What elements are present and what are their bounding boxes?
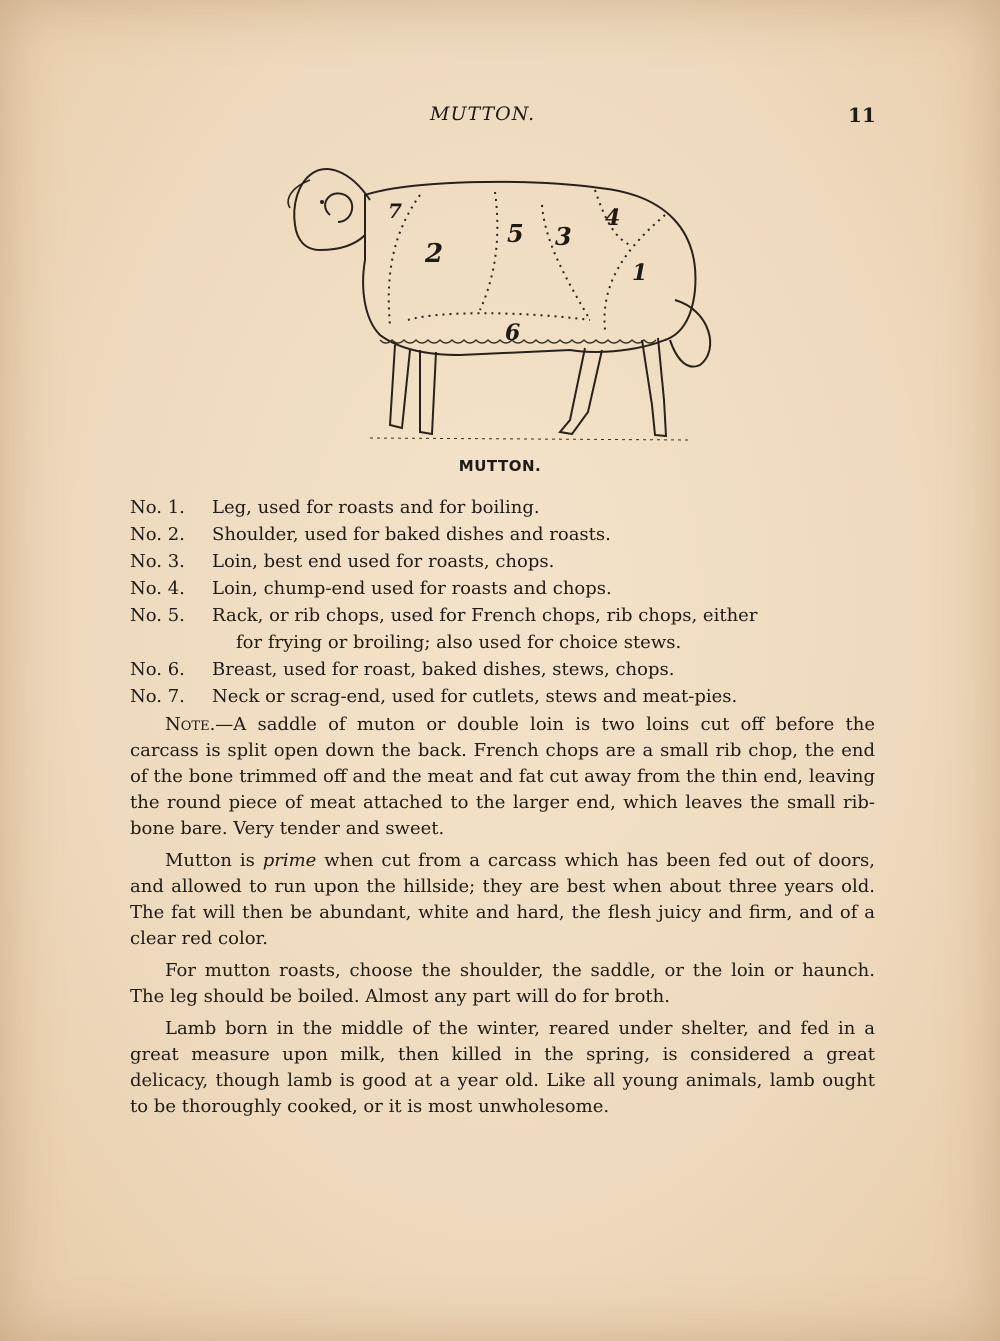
sheep-ear [288, 180, 310, 208]
page-number: 11 [848, 103, 876, 127]
body-text [130, 712, 875, 1126]
cut-description: Leg, used for roasts and for boiling. [212, 497, 540, 518]
cut-description-continued: for frying or broiling; also used for choice stews. [236, 632, 682, 653]
cut-description: Rack, or rib chops, used for French chops, rib chops, either [212, 605, 758, 626]
cut-number: No. 6. [130, 659, 185, 680]
sheep-diagram [270, 150, 730, 460]
cut-label-3: 3 [555, 222, 572, 251]
cut-item [130, 602, 880, 656]
cut-number: No. 1. [130, 497, 185, 518]
prime-paragraph [130, 848, 875, 952]
sheep-cuts-illustration [270, 150, 730, 460]
prime-text-start: Mutton is [165, 850, 263, 871]
cut-item [130, 521, 880, 548]
cut-label-1: 1 [632, 260, 648, 286]
hind-leg-2 [642, 338, 666, 436]
prime-italic: prime [262, 850, 317, 871]
cut-label-7: 7 [388, 199, 402, 223]
prime-text-end: when cut from a carcass which has been fed out of doors, and allowed to run upon the hillside; they are best when about three years old. The fat will then be abundant, white and hard, the flesh juicy and firm, and of a clear red color. [130, 850, 876, 949]
figure-caption: MUTTON. [458, 457, 542, 475]
roasts-paragraph: For mutton roasts, choose the shoulder, the saddle, or the loin or haunch. The leg should be boiled. Almost any part will do for broth. [130, 960, 875, 1007]
cut-number: No. 2. [130, 524, 185, 545]
note-text: —A saddle of muton or double loin is two loins cut off before the carcass is split open down the back. French chops are a small rib chop, the end of the bone trimmed off and the meat and fat cut away from the thin end, leaving the round piece of meat attached to the larger end, which leaves the small rib-bone bare. Very tender and sweet. [130, 714, 875, 839]
cut-description: Breast, used for roast, baked dishes, stews, chops. [212, 659, 675, 680]
cut-item [130, 575, 880, 602]
cut-label-5: 5 [507, 219, 524, 248]
cut-item [130, 683, 880, 710]
cut-description: Neck or scrag-end, used for cutlets, stews and meat-pies. [212, 686, 738, 707]
cut-description-wrap [212, 602, 880, 656]
cut-item [130, 656, 880, 683]
cut-item [130, 548, 880, 575]
ground-shadow [370, 438, 690, 440]
front-leg-2 [420, 350, 436, 434]
cut-description: Loin, best end used for roasts, chops. [212, 551, 555, 572]
cut-number: No. 4. [130, 578, 185, 599]
cut-number: No. 7. [130, 686, 185, 707]
cut-description: Loin, chump-end used for roasts and chops. [212, 578, 612, 599]
cut-description: Shoulder, used for baked dishes and roasts. [212, 524, 611, 545]
sheep-eye [320, 200, 324, 204]
cuts-list [130, 494, 880, 710]
note-paragraph [130, 712, 875, 842]
cut-item [130, 494, 880, 521]
note-label: Note. [165, 714, 216, 735]
hind-leg-1 [560, 348, 602, 434]
running-head [0, 103, 1000, 133]
cut-number: No. 3. [130, 551, 185, 572]
sheep-horn [325, 193, 352, 222]
cut-label-4: 4 [605, 205, 621, 231]
lamb-paragraph: Lamb born in the middle of the winter, reared under shelter, and fed in a great measure upon milk, then killed in the spring, is considered a great delicacy, though lamb is good at a year old. Like all young animals, lamb ought to be thoroughly cooked, or it is most unwholesome. [130, 1018, 875, 1117]
cut-number: No. 5. [130, 605, 185, 626]
front-leg-1 [390, 345, 410, 428]
cut-label-2: 2 [425, 239, 444, 269]
running-head-title: MUTTON. [430, 103, 536, 125]
cut-label-6: 6 [505, 320, 521, 346]
